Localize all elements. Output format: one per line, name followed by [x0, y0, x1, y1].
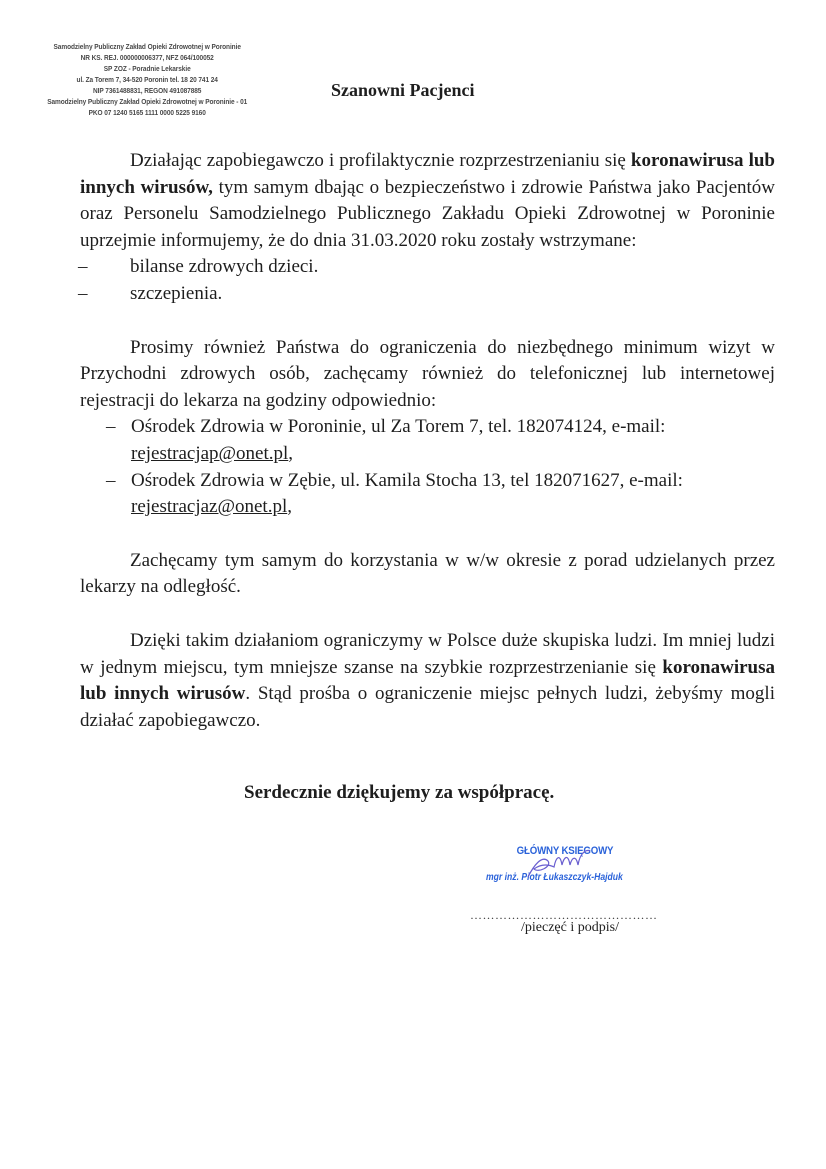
clinic-details: Ośrodek Zdrowia w Poroninie, ul Za Torem 7, tel. 182074124, e-mail: — [131, 416, 666, 438]
stamp-line: ul. Za Torem 7, 34-520 Poronin tel. 18 20 741 24 — [76, 75, 218, 84]
stamp-line: SP ZOZ - Poradnie Lekarskie — [103, 64, 191, 73]
suspended-item-text: bilanse zdrowych dzieci. — [130, 256, 319, 278]
letter-body — [80, 148, 775, 734]
email-link[interactable]: rejestracjap@onet.pl — [131, 442, 289, 464]
stamp-line: Samodzielny Publiczny Zakład Opieki Zdrowotnej w Poroninie — [53, 42, 241, 51]
paragraph-request: Prosimy również Państwa do ograniczenia do niezbędnego minimum wizyt w Przychodni zdrowych osób, zachęcamy również do telefonicznej lub internetowej rejestracji do lekarza na godziny odpowiednio: — [80, 336, 775, 411]
virus-emphasis: koronawirusa lub innych wirusów, — [80, 150, 775, 198]
stamp-line: Samodzielny Publiczny Zakład Opieki Zdrowotnej w Poroninie - 01 — [47, 97, 248, 106]
suspended-item — [80, 254, 775, 281]
handwritten-signature-icon — [520, 843, 600, 883]
signatory-name: mgr inż. Piotr Łukaszczyk-Hajduk — [486, 871, 623, 883]
clinic-details: Ośrodek Zdrowia w Zębie, ul. Kamila Stocha 13, tel 182071627, e-mail: — [131, 469, 683, 491]
virus-emphasis: koronawirusa lub innych wirusów — [80, 656, 775, 705]
punctuation: , — [287, 496, 292, 518]
dash-bullet: – — [78, 256, 88, 278]
institution-stamp — [44, 41, 250, 118]
announcement-rest: tym samym dbając o bezpieczeństwo i zdrowie Państwa jako Pacjentów oraz Personelu Samodzielnego Publicznego Zakładu Opieki Zdrowotnej w Poroninie uprzejmie informujemy, że do dnia 31.03.2020 roku zostały wstrzymane: — [80, 176, 776, 251]
paragraph-announcement — [80, 148, 775, 254]
seal-caption: /pieczęć i podpis/ — [521, 920, 619, 935]
rationale-lead: Dzięki takim działaniom ograniczymy w Polsce duże skupiska ludzi. Im mniej ludzi w jednym miejscu, tym mniejsze szanse na szybkie rozprzestrzenianie się — [80, 629, 775, 678]
clinic-item — [80, 414, 775, 467]
stamp-line: NR KS. REJ. 000000006377, NFZ 064/100052 — [80, 53, 214, 62]
suspended-item — [80, 281, 775, 308]
punctuation: , — [288, 442, 294, 464]
paragraph-telemedicine: Zachęcamy tym samym do korzystania w w/w okresie z porad udzielanych przez lekarzy na odległość. — [80, 549, 775, 598]
closing-line: Serdecznie dziękujemy za współpracę. — [244, 782, 555, 803]
dash-bullet: – — [106, 416, 116, 438]
paragraph-rationale — [80, 628, 775, 734]
signatory-role: GŁÓWNY KSIĘGOWY — [516, 845, 614, 857]
signature-line: ……………………………………… — [470, 908, 658, 922]
clinic-item — [80, 468, 775, 521]
dash-bullet: – — [106, 469, 116, 491]
suspended-item-text: szczepienia. — [130, 282, 223, 304]
letter-title: Szanowni Pacjenci — [331, 80, 475, 100]
dash-bullet: – — [78, 282, 88, 304]
email-link[interactable]: rejestracjaz@onet.pl — [131, 496, 288, 518]
rationale-rest: . Stąd prośba o ograniczenie miejsc pełnych ludzi, żebyśmy mogli działać zapobiegawczo. — [80, 683, 775, 731]
announcement-lead: Działając zapobiegawczo i profilaktycznie rozprzestrzenianiu się — [130, 150, 626, 171]
stamp-line: PKO 07 1240 5165 1111 0000 5225 9160 — [88, 108, 206, 117]
stamp-line: NIP 7361488831, REGON 491087885 — [93, 86, 202, 95]
